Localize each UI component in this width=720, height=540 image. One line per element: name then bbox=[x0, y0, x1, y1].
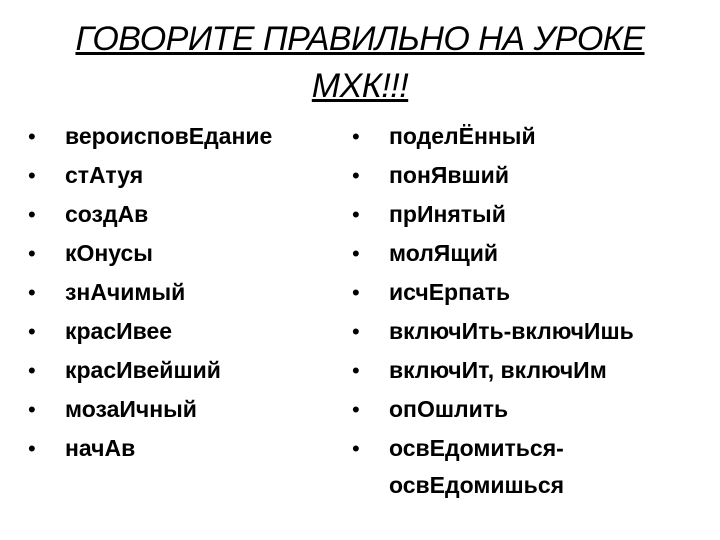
word: стАтуя bbox=[65, 162, 144, 188]
bullet-icon: • bbox=[28, 241, 36, 266]
bullet-icon: • bbox=[352, 397, 360, 422]
bullet-icon: • bbox=[28, 319, 36, 344]
slide-title-line-2: МХК!!! bbox=[311, 67, 409, 105]
word: включИт, включИм bbox=[389, 357, 607, 383]
bullet-icon: • bbox=[352, 358, 360, 383]
bullet-icon: • bbox=[28, 436, 36, 461]
word: исчЕрпать bbox=[389, 279, 511, 305]
word: создАв bbox=[65, 201, 149, 227]
word-continuation: освЕдомишься bbox=[389, 472, 565, 498]
list-item bbox=[352, 351, 697, 390]
slide-title-line-1: ГОВОРИТЕ ПРАВИЛЬНО НА УРОКЕ bbox=[75, 20, 645, 58]
bullet-icon: • bbox=[352, 319, 360, 344]
word: включИть-включИшь bbox=[389, 318, 634, 344]
bullet-icon: • bbox=[28, 163, 36, 188]
list-item bbox=[352, 117, 697, 156]
bullet-icon: • bbox=[352, 280, 360, 305]
bullet-icon: • bbox=[28, 280, 36, 305]
bullet-icon: • bbox=[352, 202, 360, 227]
bullet-icon: • bbox=[28, 358, 36, 383]
list-item bbox=[28, 390, 348, 429]
list-item bbox=[28, 234, 348, 273]
list-item bbox=[28, 429, 348, 468]
list-item bbox=[28, 351, 348, 390]
word: прИнятый bbox=[389, 201, 506, 227]
word: молЯщий bbox=[389, 240, 499, 266]
list-item bbox=[28, 195, 348, 234]
word: красИвейший bbox=[65, 357, 221, 383]
word: освЕдомиться- bbox=[389, 435, 564, 461]
bullet-icon: • bbox=[28, 397, 36, 422]
list-item bbox=[28, 273, 348, 312]
bullet-icon: • bbox=[352, 436, 360, 461]
bullet-icon: • bbox=[28, 124, 36, 149]
right-word-list bbox=[352, 117, 697, 502]
slide-title bbox=[40, 16, 680, 110]
word: поделЁнный bbox=[389, 123, 536, 149]
list-item bbox=[28, 312, 348, 351]
bullet-icon: • bbox=[28, 202, 36, 227]
left-word-list bbox=[28, 117, 348, 468]
word: начАв bbox=[65, 435, 136, 461]
bullet-icon: • bbox=[352, 241, 360, 266]
word: опОшлить bbox=[389, 396, 509, 422]
word: понЯвший bbox=[389, 162, 509, 188]
list-item bbox=[28, 156, 348, 195]
word: мозаИчный bbox=[65, 396, 197, 422]
list-item bbox=[352, 273, 697, 312]
word: вероисповЕдание bbox=[65, 123, 273, 149]
list-item bbox=[352, 156, 697, 195]
list-item bbox=[352, 429, 697, 502]
word: красИвее bbox=[65, 318, 173, 344]
word: кОнусы bbox=[65, 240, 153, 266]
list-item bbox=[352, 195, 697, 234]
word: знАчимый bbox=[65, 279, 186, 305]
list-item bbox=[352, 312, 697, 351]
list-item bbox=[352, 234, 697, 273]
bullet-icon: • bbox=[352, 124, 360, 149]
list-item bbox=[28, 117, 348, 156]
list-item bbox=[352, 390, 697, 429]
bullet-icon: • bbox=[352, 163, 360, 188]
